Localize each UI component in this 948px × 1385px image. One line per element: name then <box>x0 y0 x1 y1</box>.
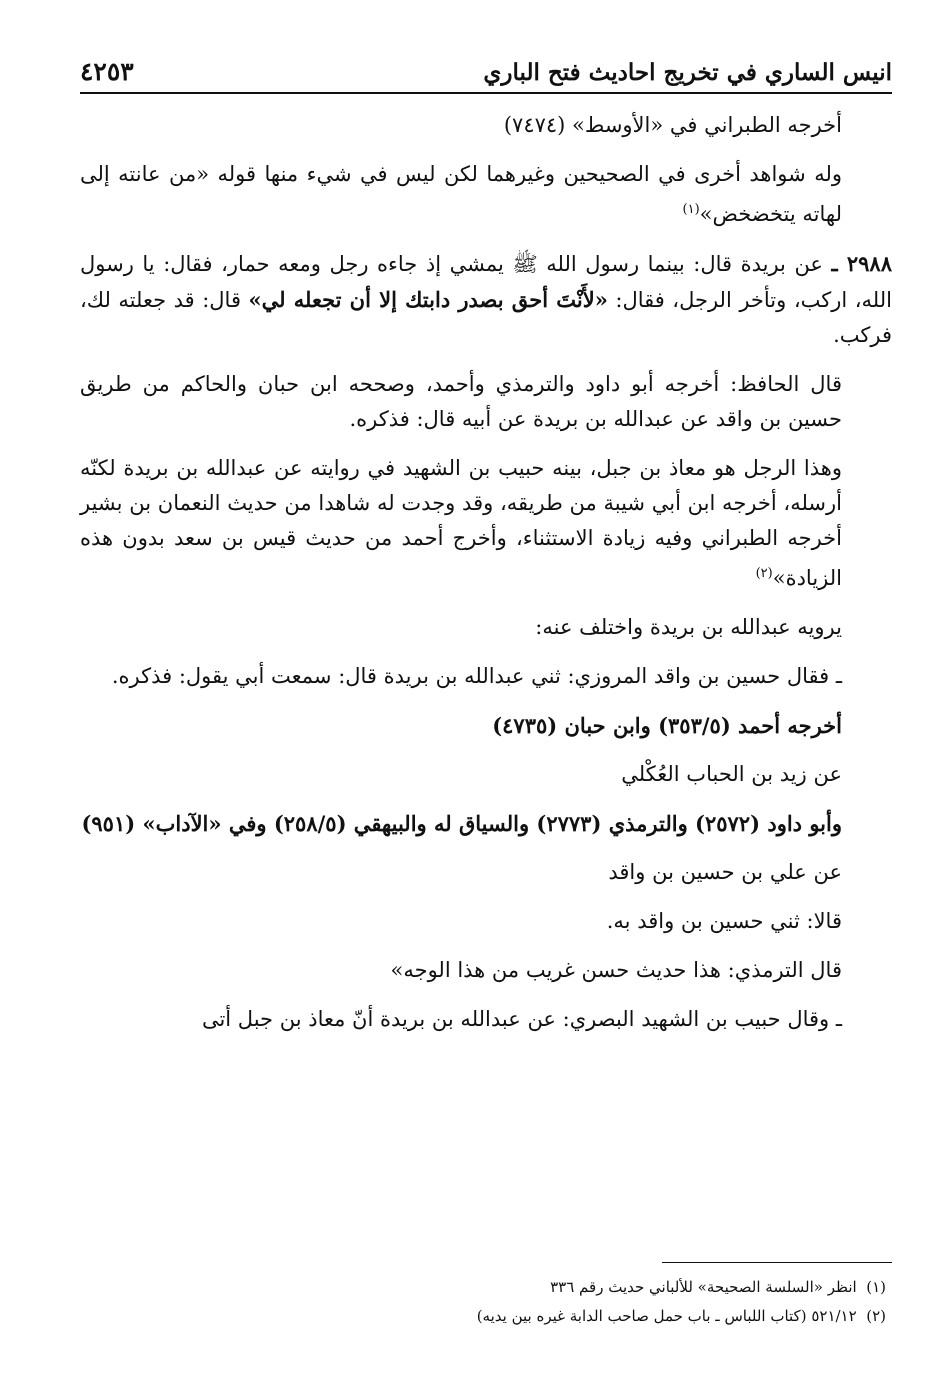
footnote-number: (٢) <box>866 1307 886 1325</box>
paragraph-text: قالا: ثني حسين بن واقد به. <box>606 909 842 933</box>
paragraph <box>80 1002 892 1037</box>
footnote-text: ٥٢١/١٢ (كتاب اللباس ـ باب حمل صاحب الدابة غيره بين يديه) <box>476 1307 857 1325</box>
paragraph <box>80 904 892 939</box>
hadith-text-end: قال: قد جعلته لك، فركب. <box>80 288 892 347</box>
footnote-number: (١) <box>866 1278 886 1296</box>
paragraph <box>80 757 892 792</box>
paragraph-text: عن علي بن حسين بن واقد <box>608 860 842 884</box>
footnote-ref: (٢) <box>755 566 773 581</box>
footnote <box>80 1302 892 1331</box>
paragraph-text: يرويه عبدالله بن بريدة واختلف عنه: <box>535 615 842 639</box>
paragraph-text: وله شواهد أخرى في الصحيحين وغيرهما لكن ليس في شيء منها قوله «من عانته إلى لهاته يتخضخض» <box>80 162 842 226</box>
paragraph-text: قال الترمذي: هذا حديث حسن غريب من هذا الوجه» <box>390 958 842 982</box>
book-title: انيس الساري في تخريج احاديث فتح الباري <box>483 59 892 86</box>
paragraph-text: قال الحافظ: أخرجه أبو داود والترمذي وأحمد، وصححه ابن حبان والحاكم من طريق حسين بن واقد عن عبدالله بن بريدة عن أبيه قال: فذكره. <box>80 372 842 431</box>
paragraph <box>80 367 892 437</box>
footnote-text: انظر «السلسة الصحيحة» للألباني حديث رقم ٣٣٦ <box>550 1278 857 1296</box>
footnote-ref: (١) <box>682 202 700 217</box>
footnote <box>80 1273 892 1302</box>
paragraph-text: عن زيد بن الحباب العُكْلي <box>621 762 842 786</box>
paragraph-text: أخرجه أحمد (٣٥٣/٥) وابن حبان (٤٧٣٥) <box>492 713 842 738</box>
paragraph <box>80 659 892 694</box>
paragraph-text: وهذا الرجل هو معاذ بن جبل، بينه حبيب بن الشهيد في روايته عن عبدالله بن بريدة لكنّه أرسله، أخرجه ابن أبي شيبة من طريقه، وقد وجدت له شاهدا من حديث النعمان بن بشير أخرجه الطبراني وفيه زيادة الاستثناء، وأخرج أحمد من حديث قيس بن سعد بدون هذه الزيادة» <box>80 456 842 590</box>
paragraph <box>80 708 892 743</box>
paragraph <box>80 855 892 890</box>
paragraph-text: أخرجه الطبراني في «الأوسط» (٧٤٧٤) <box>503 113 842 137</box>
paragraph <box>80 806 892 841</box>
page-body <box>80 108 892 1051</box>
paragraph <box>80 953 892 988</box>
paragraph-text: ـ وقال حبيب بن الشهيد البصري: عن عبدالله بن بريدة أنّ معاذ بن جبل أتى <box>201 1007 842 1031</box>
paragraph <box>80 157 892 232</box>
paragraph <box>80 610 892 645</box>
footnotes <box>80 1262 892 1331</box>
footnote-divider <box>662 1262 892 1263</box>
hadith-paragraph <box>80 246 892 353</box>
paragraph <box>80 451 892 596</box>
running-header <box>80 52 892 94</box>
page-number: ٤٢٥٣ <box>80 57 134 86</box>
hadith-quote: «لأَنْتَ أحق بصدر دابتك إلا أن تجعله لي» <box>248 287 608 312</box>
paragraph-text: وأبو داود (٢٥٧٢) والترمذي (٢٧٧٣) والسياق له والبيهقي (٢٥٨/٥) وفي «الآداب» (٩٥١) <box>81 811 842 836</box>
paragraph <box>80 108 892 143</box>
paragraph-text: ـ فقال حسين بن واقد المروزي: ثني عبدالله بن بريدة قال: سمعت أبي يقول: فذكره. <box>111 664 842 688</box>
hadith-number: ٢٩٨٨ ـ <box>831 251 892 276</box>
hadith-text: عن بريدة قال: بينما رسول الله ﷺ يمشي إذ جاءه رجل ومعه حمار، فقال: يا رسول الله، اركب، وتأخر الرجل، فقال: <box>80 252 892 312</box>
